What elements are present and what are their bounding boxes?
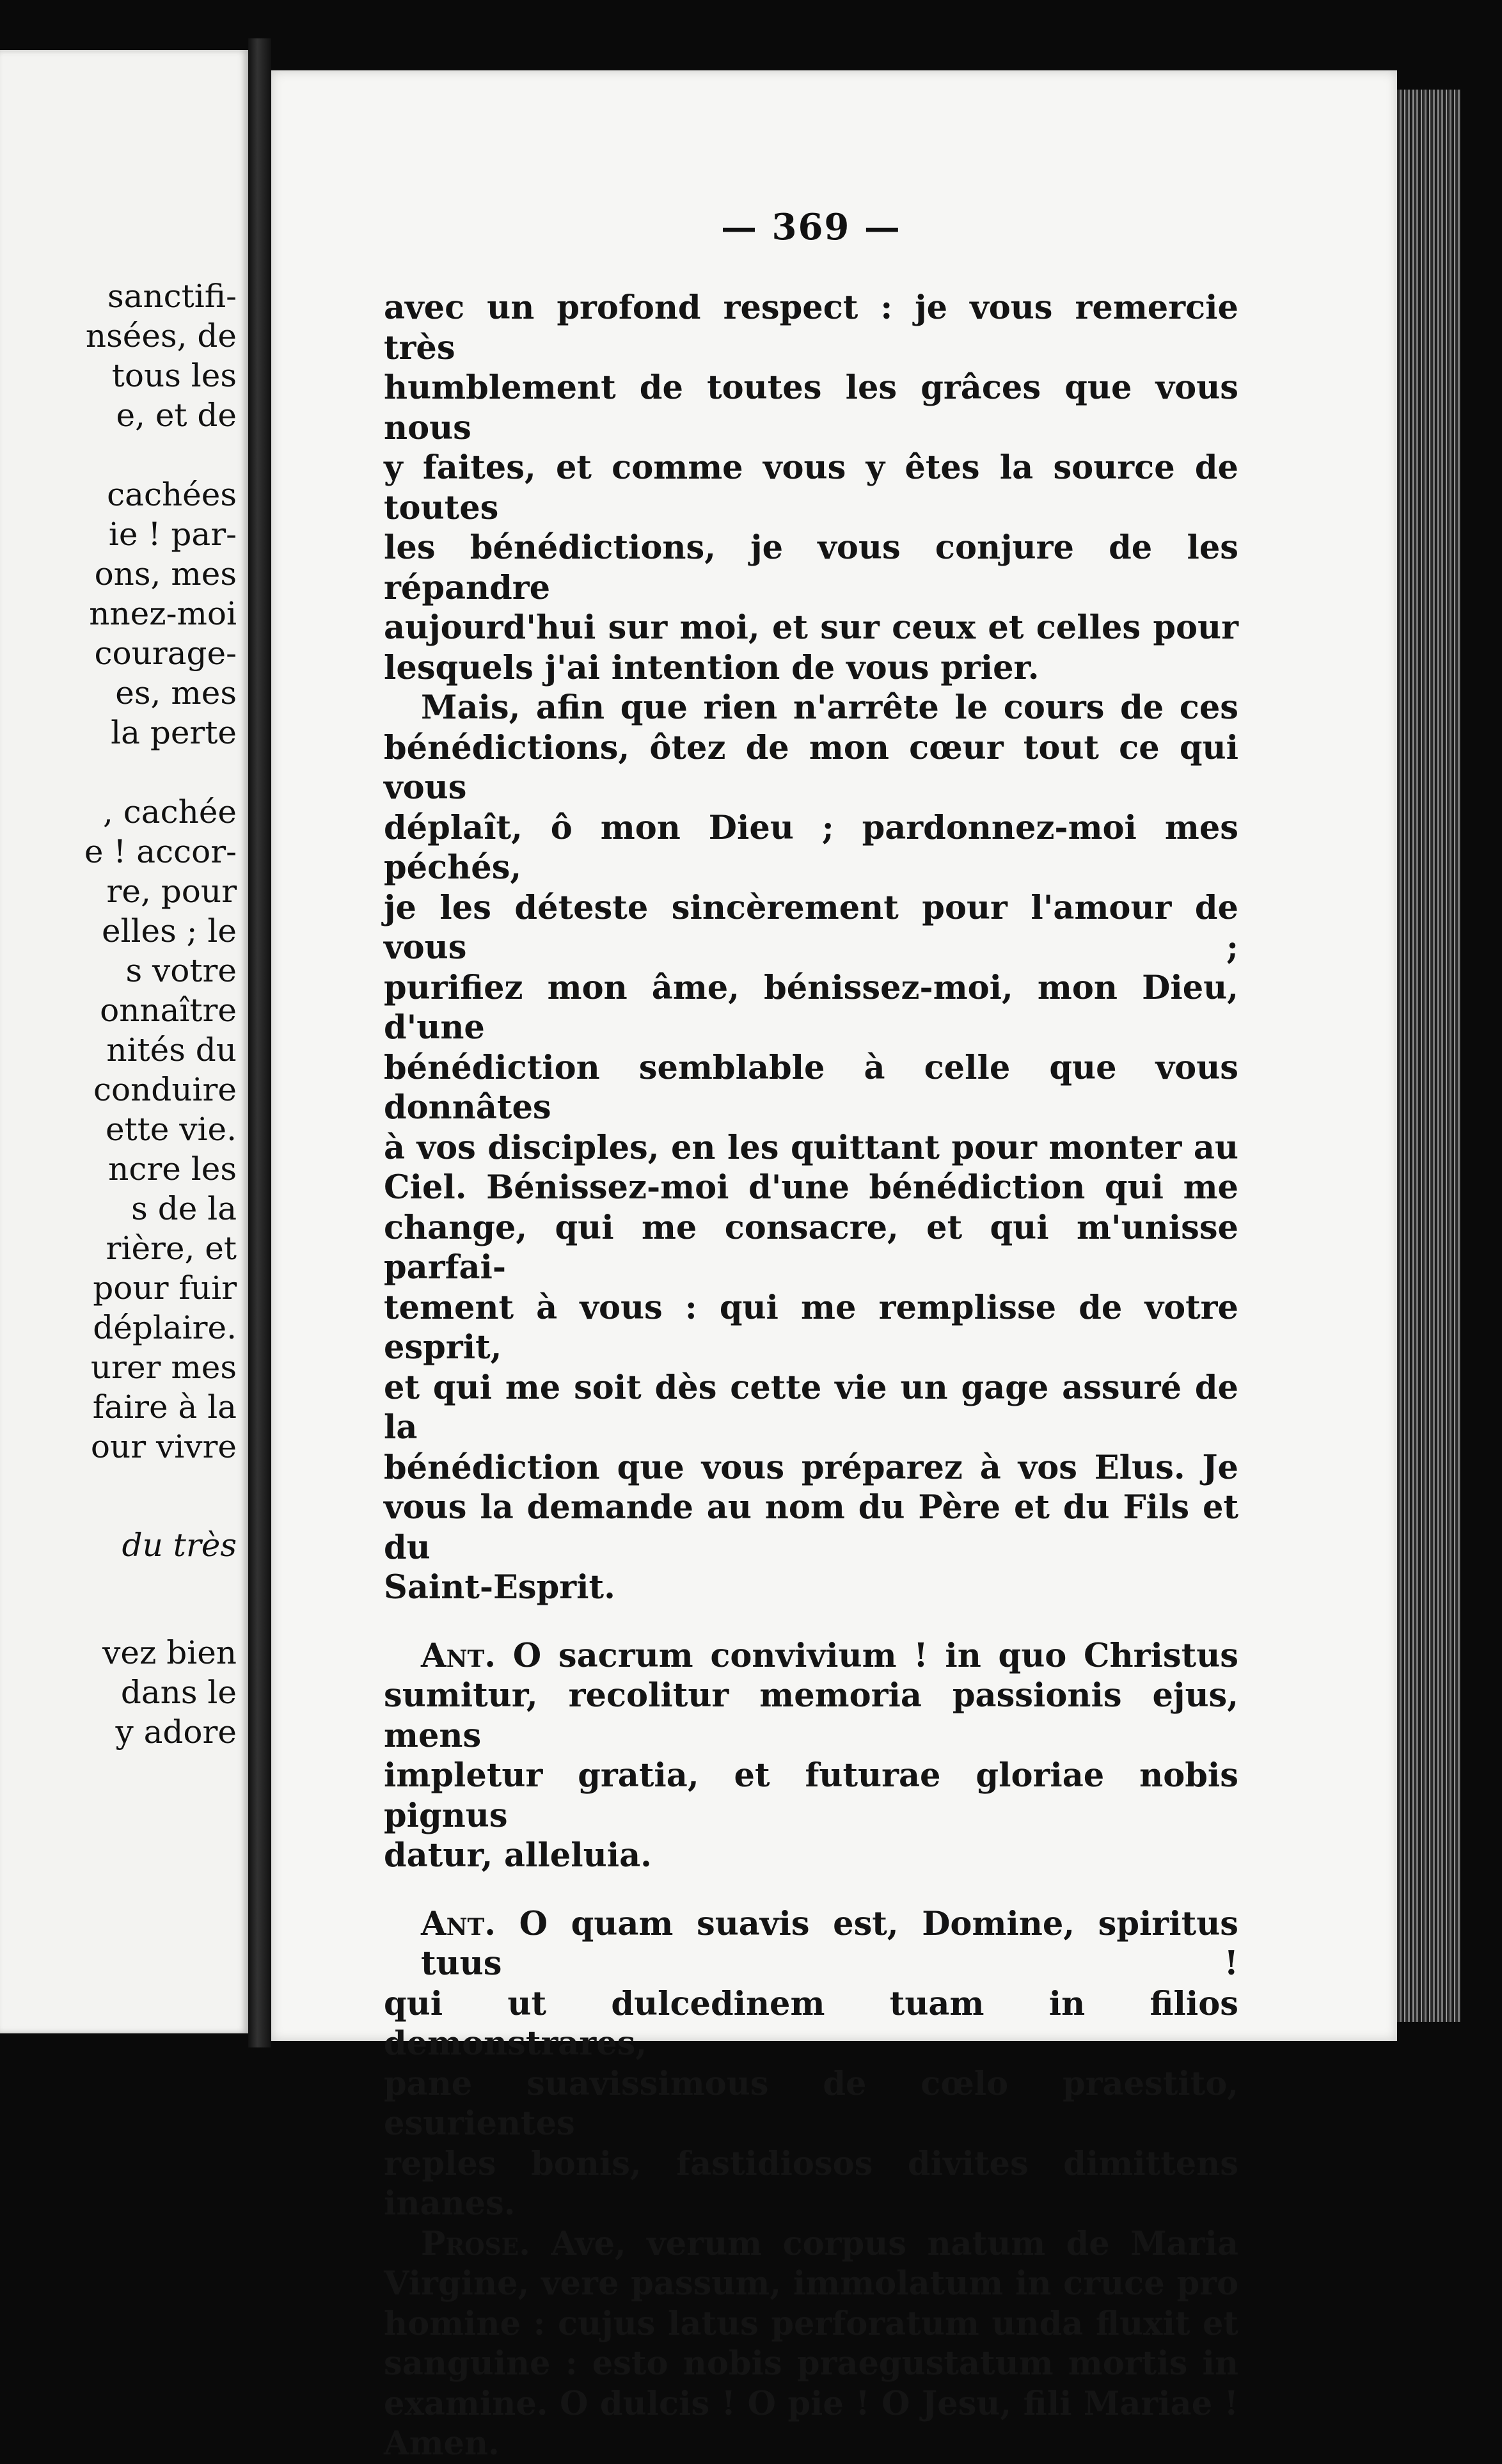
left-page-line: vez bien (102, 1634, 237, 1671)
text-line (384, 968, 1238, 1048)
left-page-line: ons, mes (94, 555, 237, 592)
text-line (384, 2264, 1238, 2304)
left-page-line: la perte (111, 714, 237, 751)
line-text: bénédiction que vous préparez à vos Elus. Je (384, 1448, 1238, 1487)
line-text: homine : cujus latus perforatum unda fluxit et (384, 2304, 1238, 2343)
text-line (384, 2384, 1238, 2424)
line-text: aujourd'hui sur moi, et sur ceux et celles pour (384, 608, 1238, 647)
rubric-label: Ant. (421, 1636, 496, 1675)
line-text: y faites, et comme vous y êtes la source de toutes (384, 449, 1238, 527)
left-page-line: nnez-moi (89, 595, 237, 632)
text-line (384, 1208, 1238, 1288)
line-text: datur, alleluia. (384, 1836, 652, 1875)
text-line (384, 2344, 1238, 2384)
text-line (384, 648, 1238, 688)
text-line (384, 2304, 1238, 2344)
left-page-line: tous les (111, 357, 237, 394)
line-text: Ave, verum corpus natum de Maria (551, 2224, 1239, 2263)
line-text: Mais, afin que rien n'arrête le cours de ces (421, 688, 1238, 727)
text-line (384, 528, 1238, 608)
line-text: Virgine, vere passum, immolatum in cruce pro (384, 2264, 1238, 2303)
left-page-line: s votre (125, 952, 237, 989)
left-page-line: rière, et (106, 1230, 237, 1267)
line-text: bénédiction semblable à celle que vous donnâtes (384, 1048, 1238, 1127)
line-text: avec un profond respect : je vous remercie très (384, 289, 1238, 367)
line-text: qui ut dulcedinem tuam in filios demonstrares, (384, 1984, 1238, 2063)
left-page-line: faire à la (92, 1388, 237, 1426)
line-text: vous la demande au nom du Père et du Fils et du (384, 1488, 1238, 1567)
line-text: change, qui me consacre, et qui m'unisse parfai- (384, 1208, 1238, 1287)
left-page-line: pour fuir (93, 1269, 237, 1307)
line-text: je les déteste sincèrement pour l'amour de vous ; (384, 888, 1238, 967)
left-page-line: our vivre (90, 1428, 237, 1465)
text-line (384, 288, 1238, 368)
book-gutter (248, 38, 271, 2047)
left-page-line: sanctifi- (107, 278, 237, 315)
page-body (384, 288, 1238, 2464)
text-line (384, 608, 1238, 648)
line-text: les bénédictions, je vous conjure de les répandre (384, 529, 1238, 607)
text-line (384, 688, 1238, 728)
paragraph (384, 1636, 1238, 1876)
left-page-line: cachées (107, 476, 237, 513)
paragraph (384, 1904, 1238, 2224)
text-line (384, 1984, 1238, 2064)
left-page-line: déplaire. (93, 1309, 237, 1346)
line-text: sumitur, recolitur memoria passionis ejus, mens (384, 1676, 1238, 1755)
left-page-line: e ! accor- (84, 833, 237, 870)
left-page-line: conduire (93, 1071, 237, 1108)
text-line (384, 1904, 1238, 1984)
left-page-line: onnaître (100, 992, 237, 1029)
text-line (384, 1568, 1238, 1608)
left-page-line: ie ! par- (108, 516, 237, 553)
line-text: sanguine : esto nobis praegustatum mortis in (384, 2344, 1238, 2383)
left-page-line: s de la (131, 1190, 237, 1227)
left-page-line: courage- (94, 635, 237, 672)
line-text: impletur gratia, et futurae gloriae nobis pignus (384, 1756, 1238, 1835)
line-text: Ciel. Bénissez-moi d'une bénédiction qui me (384, 1168, 1238, 1207)
line-text: et qui me soit dès cette vie un gage assuré de la (384, 1368, 1238, 1447)
rubric-label: Ant. (421, 1904, 496, 1943)
left-page-line: ncre les (108, 1150, 237, 1188)
line-text: à vos disciples, en les quittant pour monter au (384, 1128, 1238, 1167)
paragraph (384, 688, 1238, 1608)
text-line (384, 808, 1238, 888)
left-page-line: du très (122, 1527, 237, 1564)
line-text: pane suavissimous de cœlo praestito, esurientes (384, 2064, 1238, 2143)
left-page-line: ette vie. (106, 1111, 237, 1148)
line-text: Saint-Esprit. (384, 1568, 615, 1607)
left-page-line: urer mes (90, 1349, 237, 1386)
line-text: tement à vous : qui me remplisse de votre esprit, (384, 1288, 1238, 1367)
text-line (384, 448, 1238, 528)
text-line (384, 1168, 1238, 1208)
text-line (384, 1636, 1238, 1676)
text-line (384, 2064, 1238, 2144)
line-text: purifiez mon âme, bénissez-moi, mon Dieu, d'une (384, 968, 1238, 1047)
left-page-line: nités du (106, 1031, 237, 1069)
left-page (0, 50, 248, 2033)
line-text: Amen. (384, 2424, 500, 2463)
line-text: déplaît, ô mon Dieu ; pardonnez-moi mes péchés, (384, 808, 1238, 887)
text-line (384, 1368, 1238, 1448)
text-line (384, 2424, 1238, 2464)
left-page-line: , cachée (103, 793, 237, 831)
left-page-line: e, et de (116, 397, 237, 434)
left-page-line: elles ; le (101, 912, 237, 950)
paragraph (384, 288, 1238, 688)
text-line (384, 1488, 1238, 1568)
left-page-line: nsées, de (85, 317, 237, 354)
text-line (384, 888, 1238, 968)
paragraph (384, 2224, 1238, 2464)
left-page-line: y adore (115, 1713, 237, 1751)
left-page-line: dans le (120, 1674, 237, 1711)
page-edges (1397, 90, 1461, 2022)
left-page-line: re, pour (106, 873, 237, 910)
text-line (384, 2224, 1238, 2264)
text-line (384, 1128, 1238, 1168)
text-line (384, 728, 1238, 808)
text-line (384, 1756, 1238, 1836)
line-text: O quam suavis est, Domine, spiritus tuus ! (421, 1904, 1238, 1983)
text-line (384, 2144, 1238, 2224)
left-page-line: es, mes (115, 674, 237, 711)
text-line (384, 1836, 1238, 1876)
page-number: — 369 — (721, 206, 901, 248)
text-line (384, 1048, 1238, 1128)
text-line (384, 1288, 1238, 1368)
text-line (384, 1448, 1238, 1488)
line-text: bénédictions, ôtez de mon cœur tout ce qui vous (384, 728, 1238, 807)
rubric-label: Prose. (421, 2224, 530, 2263)
text-line (384, 1676, 1238, 1756)
line-text: O sacrum convivium ! in quo Christus (512, 1636, 1238, 1675)
line-text: examine. O dulcis ! O pie ! O Jesu, fili Mariae ! (384, 2384, 1238, 2423)
line-text: humblement de toutes les grâces que vous nous (384, 369, 1238, 447)
text-line (384, 368, 1238, 448)
line-text: reples bonis, fastidiosos divites dimittens inanes. (384, 2144, 1238, 2223)
line-text: lesquels j'ai intention de vous prier. (384, 648, 1040, 687)
